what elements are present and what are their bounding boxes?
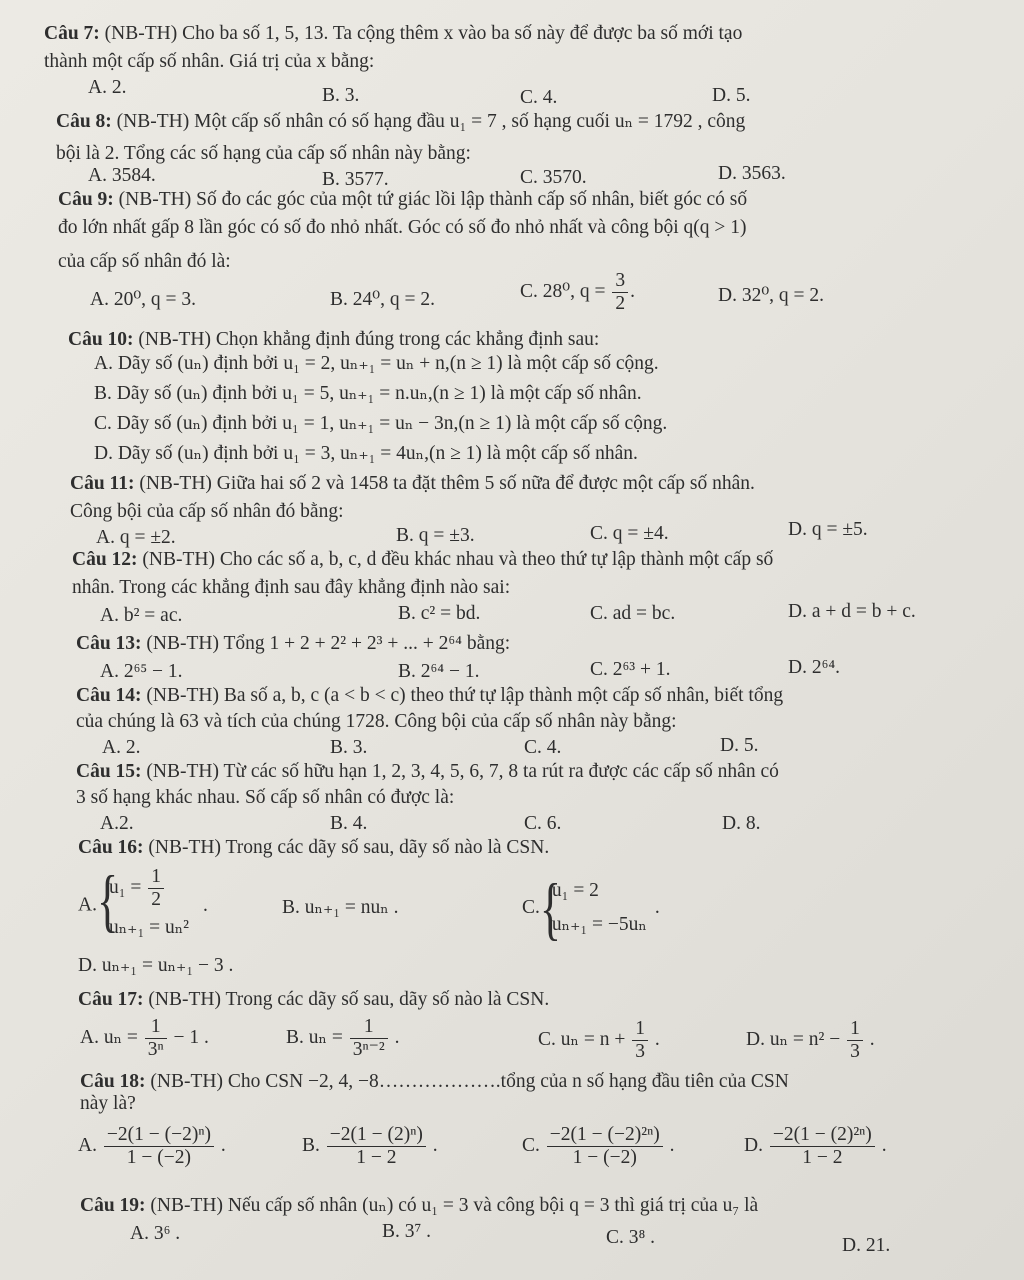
fraction	[770, 1124, 875, 1169]
system-row-1	[109, 866, 189, 911]
fraction	[104, 1124, 214, 1169]
question-13-text: (NB-TH) Tổng 1 + 2 + 2² + 2³ + ... + 2⁶⁴ bằng:	[141, 633, 511, 654]
question-9-line-3: của cấp số nhân đó là:	[58, 251, 231, 272]
question-8-option-a[interactable]: A. 3584.	[88, 165, 156, 186]
question-7-option-a[interactable]: A. 2.	[88, 77, 127, 98]
fraction	[847, 1018, 863, 1063]
question-18-option-d[interactable]	[744, 1124, 887, 1169]
question-19-text: (NB-TH) Nếu cấp số nhân (uₙ) có u₁ = 3 và công bội q = 3 thì giá trị của u₇ là	[145, 1195, 759, 1216]
question-16-option-a[interactable]	[78, 861, 208, 945]
left-brace-icon: {	[539, 869, 562, 948]
fraction-denominator: 1 − (−2)	[126, 1147, 192, 1168]
system-row-1: u₁ = 2	[551, 880, 599, 901]
option-prefix: C. uₙ = n +	[538, 1028, 631, 1050]
option-label: C.	[522, 897, 540, 918]
question-11-option-c[interactable]: C. q = ±4.	[590, 523, 669, 544]
question-9-option-c[interactable]	[520, 270, 635, 315]
option-prefix: C.	[522, 1134, 545, 1156]
question-16-number: Câu 16:	[78, 837, 144, 858]
equation-system	[539, 869, 647, 948]
question-18-option-a[interactable]	[78, 1124, 226, 1169]
question-11-number: Câu 11:	[70, 473, 135, 494]
question-13-option-a[interactable]: A. 2⁶⁵ − 1.	[100, 661, 183, 682]
question-18-number: Câu 18:	[80, 1071, 146, 1092]
question-12-number: Câu 12:	[72, 549, 138, 570]
question-17-option-a[interactable]	[80, 1016, 209, 1061]
question-7-line-2: thành một cấp số nhân. Giá trị của x bằng:	[44, 51, 375, 72]
fraction-numerator: 3	[612, 270, 628, 293]
system-row-2: uₙ₊₁ = uₙ²	[108, 917, 190, 938]
option-prefix: A. uₙ =	[80, 1026, 143, 1048]
option-suffix: .	[649, 1028, 660, 1050]
question-14-option-b[interactable]: B. 3.	[330, 737, 368, 758]
system-row-text: u₁ =	[108, 876, 147, 898]
option-suffix: .	[203, 894, 208, 916]
question-17-option-b[interactable]	[286, 1016, 399, 1061]
equation-system	[96, 861, 190, 945]
option-suffix: .	[664, 1134, 675, 1156]
question-11-option-d[interactable]: D. q = ±5.	[788, 519, 868, 540]
question-12-line-1	[72, 548, 773, 572]
option-suffix: .	[654, 897, 660, 918]
question-10-line-1	[68, 328, 599, 352]
question-9-option-d[interactable]: D. 32⁰, q = 2.	[718, 285, 825, 306]
question-10-option-c[interactable]: C. Dãy số (uₙ) định bởi u₁ = 1, uₙ₊₁ = uₙ − 3n,(n ≥ 1) là một cấp số cộng.	[94, 413, 668, 434]
question-9-number: Câu 9:	[58, 189, 114, 210]
question-13-line-1	[76, 632, 510, 656]
option-prefix: A.	[78, 1134, 102, 1156]
question-9-text: (NB-TH) Số đo các góc của một tứ giác lồi lập thành cấp số nhân, biết góc có số	[113, 189, 748, 210]
question-12-line-2: nhân. Trong các khẳng định sau đây khẳng định nào sai:	[72, 577, 511, 598]
fraction-numerator: 1	[145, 1016, 167, 1039]
question-15-option-c[interactable]: C. 6.	[524, 813, 562, 834]
fraction	[145, 1016, 167, 1061]
question-18-option-b[interactable]	[302, 1124, 438, 1169]
question-9-line-2: đo lớn nhất gấp 8 lần góc có số đo nhỏ nhất. Góc có số đo nhỏ nhất và công bội q(q > 1)	[58, 217, 747, 238]
option-suffix: .	[864, 1028, 875, 1050]
question-14-line-1	[76, 684, 783, 708]
question-11-option-b[interactable]: B. q = ±3.	[396, 525, 475, 546]
question-8-option-d[interactable]: D. 3563.	[718, 163, 786, 184]
question-8-line-2: bội là 2. Tổng các số hạng của cấp số nhân này bằng:	[56, 143, 471, 164]
option-prefix: B. uₙ =	[286, 1026, 348, 1048]
fraction	[148, 866, 164, 911]
question-12-option-a[interactable]: A. b² = ac.	[100, 605, 183, 626]
question-12-text: (NB-TH) Cho các số a, b, c, d đều khác nhau và theo thứ tự lập thành một cấp số	[137, 549, 774, 570]
question-18-line-2: này là?	[80, 1093, 136, 1114]
question-14-number: Câu 14:	[76, 685, 142, 706]
option-suffix: .	[876, 1134, 887, 1156]
fraction-denominator: 2	[615, 293, 626, 314]
question-15-option-a[interactable]: A.2.	[100, 813, 134, 834]
question-10-number: Câu 10:	[68, 329, 134, 350]
question-14-text: (NB-TH) Ba số a, b, c (a < b < c) theo thứ tự lập thành một cấp số nhân, biết tổng	[141, 685, 784, 706]
fraction-denominator: 3	[850, 1041, 860, 1062]
question-19-line-1	[80, 1194, 758, 1218]
question-17-text: (NB-TH) Trong các dãy số sau, dãy số nào là CSN.	[143, 989, 550, 1010]
fraction-denominator: 1 − 2	[802, 1147, 843, 1168]
question-18-text: (NB-TH) Cho CSN −2, 4, −8……………….tổng của n số hạng đầu tiên của CSN	[145, 1071, 789, 1092]
question-8-number: Câu 8:	[56, 111, 112, 132]
question-9-option-c-prefix: C. 28⁰, q =	[520, 280, 611, 302]
left-brace-icon: {	[96, 861, 119, 940]
question-10-text: (NB-TH) Chọn khẳng định đúng trong các khẳng định sau:	[133, 329, 600, 350]
question-7-option-b[interactable]: B. 3.	[322, 85, 360, 106]
question-12-option-b[interactable]: B. c² = bd.	[398, 603, 481, 624]
option-suffix: .	[427, 1134, 438, 1156]
fraction-numerator: −2(1 − (2)ⁿ)	[327, 1124, 426, 1147]
question-15-option-d[interactable]: D. 8.	[722, 813, 761, 834]
question-7-option-c[interactable]: C. 4.	[520, 87, 558, 108]
question-8-option-c[interactable]: C. 3570.	[520, 167, 587, 188]
question-14-option-a[interactable]: A. 2.	[102, 737, 141, 758]
option-suffix: .	[389, 1026, 400, 1048]
question-16-text: (NB-TH) Trong các dãy số sau, dãy số nào là CSN.	[143, 837, 550, 858]
question-19-option-d[interactable]: D. 21.	[842, 1235, 891, 1256]
fraction	[327, 1124, 426, 1169]
question-15-number: Câu 15:	[76, 761, 142, 782]
question-8-option-b[interactable]: B. 3577.	[322, 169, 389, 190]
question-13-option-d[interactable]: D. 2⁶⁴.	[788, 657, 841, 678]
question-7-option-d[interactable]: D. 5.	[712, 85, 751, 106]
question-13-option-c[interactable]: C. 2⁶³ + 1.	[590, 659, 671, 680]
question-14-line-2: của chúng là 63 và tích của chúng 1728. Công bội của cấp số nhân này bằng:	[76, 711, 677, 732]
fraction-numerator: 1	[847, 1018, 863, 1041]
question-9-line-1	[58, 188, 747, 212]
question-19-number: Câu 19:	[80, 1195, 146, 1216]
question-7-text: (NB-TH) Cho ba số 1, 5, 13. Ta cộng thêm x vào ba số này để được ba số mới tạo	[99, 23, 743, 44]
question-16-option-d[interactable]: D. uₙ₊₁ = uₙ₊₁ − 3 .	[78, 955, 234, 976]
question-17-option-d[interactable]	[746, 1018, 875, 1063]
fraction-denominator: 1 − (−2)	[572, 1147, 637, 1168]
question-15-line-1	[76, 760, 779, 784]
fraction-denominator: 3ⁿ⁻²	[352, 1039, 385, 1060]
question-13-option-b[interactable]: B. 2⁶⁴ − 1.	[398, 661, 480, 682]
question-11-line-1	[70, 472, 755, 496]
question-11-line-2: Công bội của cấp số nhân đó bằng:	[70, 501, 344, 522]
fraction-numerator: −2(1 − (−2)ⁿ)	[104, 1124, 214, 1147]
question-19-option-a[interactable]: A. 3⁶ .	[130, 1223, 181, 1244]
fraction-numerator: 1	[350, 1016, 388, 1039]
question-19-option-c[interactable]: C. 3⁸ .	[606, 1227, 656, 1248]
question-12-option-c[interactable]: C. ad = bc.	[590, 603, 676, 624]
question-16-line-1	[78, 836, 549, 860]
question-10-option-d[interactable]: D. Dãy số (uₙ) định bởi u₁ = 3, uₙ₊₁ = 4uₙ,(n ≥ 1) là một cấp số nhân.	[94, 443, 638, 464]
option-prefix: D.	[744, 1134, 768, 1156]
question-15-line-2: 3 số hạng khác nhau. Số cấp số nhân có được là:	[76, 787, 455, 808]
question-13-number: Câu 13:	[76, 633, 142, 654]
fraction-denominator: 1 − 2	[356, 1147, 397, 1168]
fraction-numerator: 1	[148, 866, 164, 889]
question-8-line-1	[56, 110, 745, 134]
fraction-denominator: 2	[151, 889, 162, 910]
question-11-option-a[interactable]: A. q = ±2.	[96, 527, 176, 548]
option-label: A.	[78, 894, 97, 916]
question-10-option-a[interactable]: A. Dãy số (uₙ) định bởi u₁ = 2, uₙ₊₁ = uₙ + n,(n ≥ 1) là một cấp số cộng.	[94, 353, 659, 374]
option-suffix: − 1 .	[168, 1026, 209, 1048]
question-14-option-c[interactable]: C. 4.	[524, 737, 562, 758]
question-16-option-c[interactable]	[522, 869, 660, 948]
fraction-denominator: 3ⁿ	[147, 1039, 164, 1060]
option-prefix: D. uₙ = n² −	[746, 1028, 846, 1050]
system-row-2: uₙ₊₁ = −5uₙ	[551, 914, 647, 935]
question-17-number: Câu 17:	[78, 989, 144, 1010]
fraction	[350, 1016, 388, 1061]
question-17-line-1	[78, 988, 549, 1012]
fraction-numerator: −2(1 − (−2)²ⁿ)	[547, 1124, 663, 1147]
question-16-option-b[interactable]: B. uₙ₊₁ = nuₙ .	[282, 897, 399, 918]
question-9-option-c-suffix: .	[630, 280, 635, 302]
question-14-option-d[interactable]: D. 5.	[720, 735, 759, 756]
question-7-line-1	[44, 22, 742, 46]
question-9-option-c-fraction	[612, 270, 628, 315]
fraction	[547, 1124, 663, 1169]
fraction	[632, 1018, 648, 1063]
question-8-text: (NB-TH) Một cấp số nhân có số hạng đầu u₁ = 7 , số hạng cuối uₙ = 1792 , công	[111, 111, 746, 132]
option-prefix: B.	[302, 1134, 325, 1156]
question-11-text: (NB-TH) Giữa hai số 2 và 1458 ta đặt thêm 5 số nữa để được một cấp số nhân.	[134, 473, 755, 494]
question-7-number: Câu 7:	[44, 23, 100, 44]
question-12-option-d[interactable]: D. a + d = b + c.	[788, 601, 916, 622]
fraction-numerator: 1	[632, 1018, 648, 1041]
fraction-denominator: 3	[635, 1041, 645, 1062]
question-18-line-1	[80, 1070, 789, 1094]
question-15-option-b[interactable]: B. 4.	[330, 813, 368, 834]
question-9-option-a[interactable]: A. 20⁰, q = 3.	[90, 289, 197, 310]
question-10-option-b[interactable]: B. Dãy số (uₙ) định bởi u₁ = 5, uₙ₊₁ = n.uₙ,(n ≥ 1) là một cấp số nhân.	[94, 383, 642, 404]
question-15-text: (NB-TH) Từ các số hữu hạn 1, 2, 3, 4, 5, 6, 7, 8 ta rút ra được các cấp số nhân có	[141, 761, 779, 782]
option-suffix: .	[215, 1134, 226, 1156]
fraction-numerator: −2(1 − (2)²ⁿ)	[770, 1124, 875, 1147]
question-18-option-c[interactable]	[522, 1124, 674, 1169]
question-9-option-b[interactable]: B. 24⁰, q = 2.	[330, 289, 435, 310]
question-17-option-c[interactable]	[538, 1018, 660, 1063]
question-19-option-b[interactable]: B. 3⁷ .	[382, 1221, 432, 1242]
